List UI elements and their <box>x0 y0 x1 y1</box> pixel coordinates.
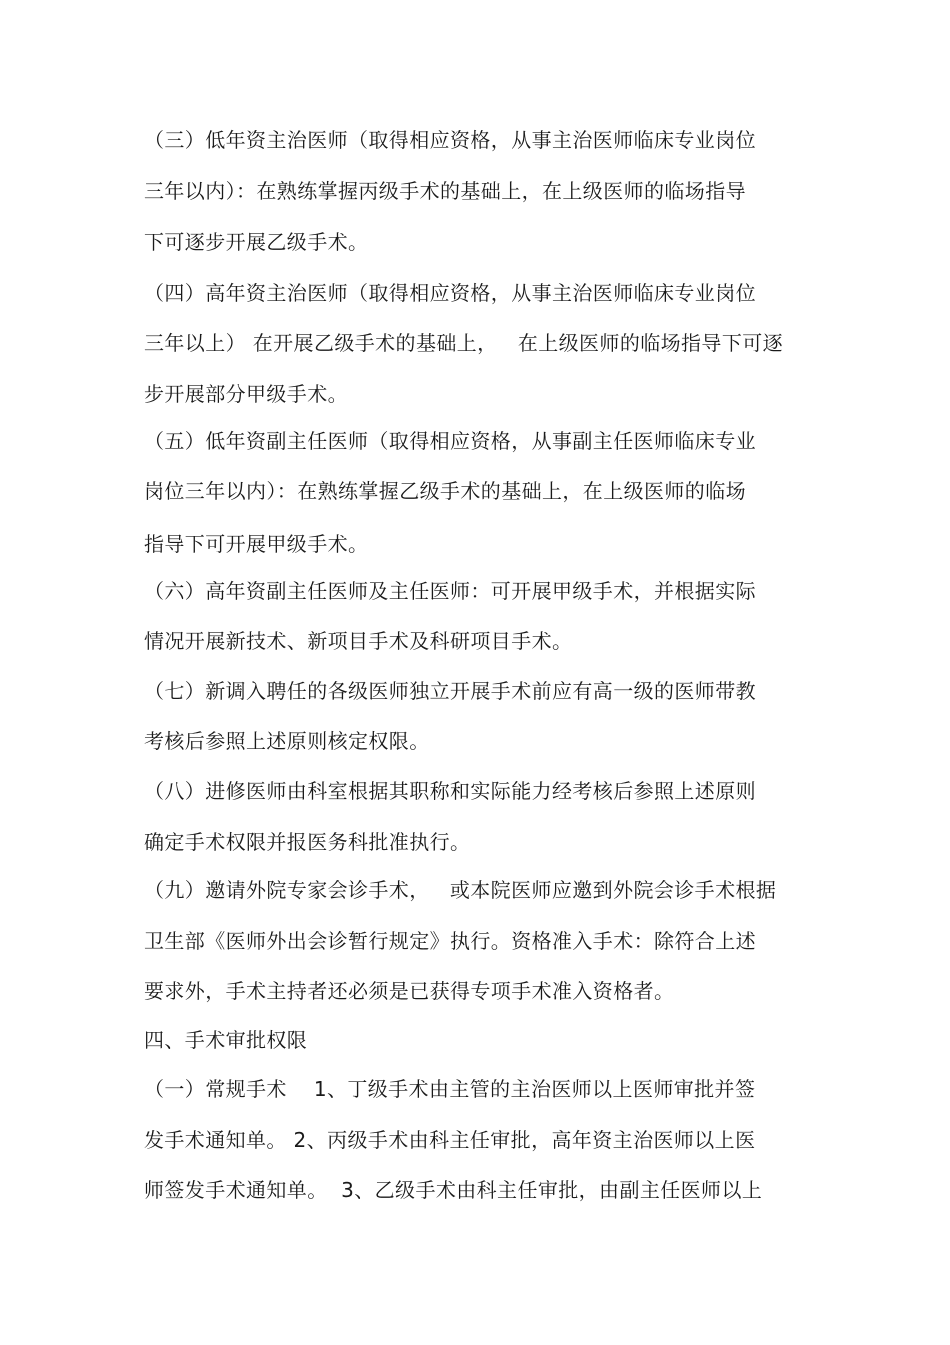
text-line: 步开展部分甲级手术。 <box>144 382 348 406</box>
section-heading: 四、手术审批权限 <box>144 1028 308 1052</box>
text-line: 指导下可开展甲级手术。 <box>144 532 369 556</box>
text-line: 岗位三年以内）：在熟练掌握乙级手术的基础上，在上级医师的临场 <box>144 479 746 503</box>
text-line: （六）高年资副主任医师及主任医师：可开展甲级手术，并根据实际 <box>144 579 756 603</box>
text-line: 三年以上） 在开展乙级手术的基础上， 在上级医师的临场指导下可逐 <box>144 331 784 355</box>
text-line: （四）高年资主治医师（取得相应资格，从事主治医师临床专业岗位 <box>144 281 756 305</box>
text-line: 确定手术权限并报医务科批准执行。 <box>144 830 471 854</box>
text-line: （三）低年资主治医师（取得相应资格，从事主治医师临床专业岗位 <box>144 128 756 152</box>
text-line: 下可逐步开展乙级手术。 <box>144 230 369 254</box>
text-line: （一）常规手术 1、丁级手术由主管的主治医师以上医师审批并签 <box>144 1077 756 1101</box>
text-line: 情况开展新技术、新项目手术及科研项目手术。 <box>144 629 573 653</box>
text-line: 三年以内）：在熟练掌握丙级手术的基础上，在上级医师的临场指导 <box>144 179 746 203</box>
text-line: 考核后参照上述原则核定权限。 <box>144 729 430 753</box>
text-line: 发手术通知单。 2、丙级手术由科主任审批，高年资主治医师以上医 <box>144 1128 756 1152</box>
text-line: 卫生部《医师外出会诊暂行规定》执行。资格准入手术：除符合上述 <box>144 929 756 953</box>
text-line: （九）邀请外院专家会诊手术， 或本院医师应邀到外院会诊手术根据 <box>144 878 777 902</box>
text-line: （八）进修医师由科室根据其职称和实际能力经考核后参照上述原则 <box>144 779 756 803</box>
text-line: （五）低年资副主任医师（取得相应资格，从事副主任医师临床专业 <box>144 429 756 453</box>
text-line: 要求外，手术主持者还必须是已获得专项手术准入资格者。 <box>144 979 675 1003</box>
text-line: 师签发手术通知单。 3、乙级手术由科主任审批，由副主任医师以上 <box>144 1178 763 1202</box>
text-line: （七）新调入聘任的各级医师独立开展手术前应有高一级的医师带教 <box>144 679 756 703</box>
